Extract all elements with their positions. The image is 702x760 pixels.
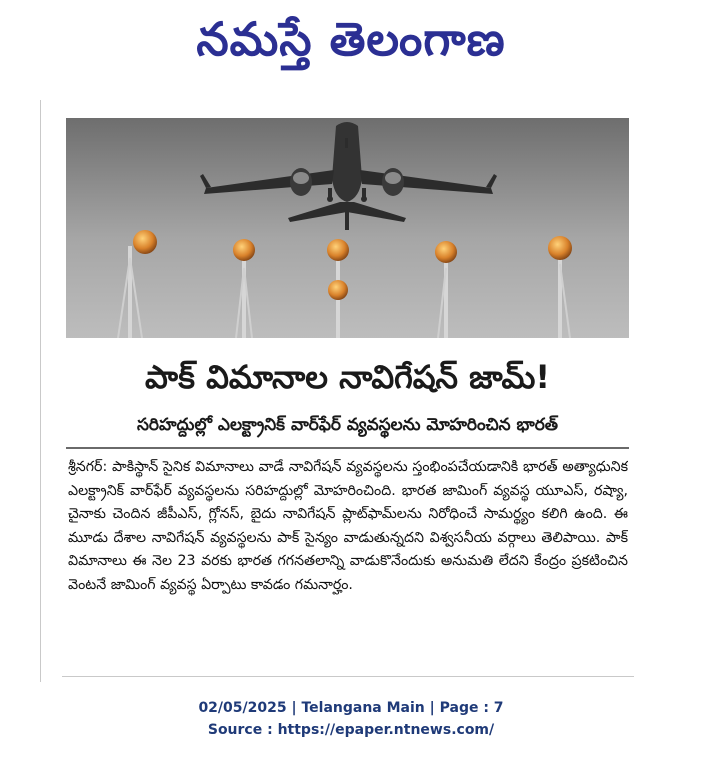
- article-subheadline: సరిహద్దుల్లో ఎలక్ట్రానిక్ వార్‌ఫేర్ వ్యవస్థలను మోహరించిన భారత్: [136, 415, 559, 435]
- article-photo: [66, 118, 629, 338]
- masthead-title: నమస్తే తెలంగాణ: [196, 12, 506, 66]
- article-headline: పాక్ విమానాల నావిగేషన్ జామ్!: [145, 358, 550, 396]
- headline-divider: [66, 447, 629, 449]
- article-body: శ్రీనగర్: పాకిస్థాన్ సైనిక విమానాలు వాడే నావిగేషన్ వ్యవస్థలను స్తంభింపచేయడానికి భారత్ అత్యాధునిక ఎలక్ట్రానిక్ వార్‌ఫేర్ వ్యవస్థలను సరిహద్దుల్లో మోహరించింది. భారత జామింగ్ వ్యవస్థ యూఎస్, రష్యా, చైనాకు చెందిన జీపీఎస్, గ్లోనస్, బైదు నావిగేషన్ ప్లాట్‌ఫామ్‌లను నిరోధించే సామర్థ్యం కలిగి ఉంది. ఈ మూడు దేశాల నావిగేషన్ వ్యవస్థలను పాక్ సైన్యం వాడుతున్నదని విశ్వసనీయ వర్గాలు తెలిపాయి. పాక్ విమానాలు ఈ నెల 23 వరకు భారత గగనతలాన్ని వాడుకొనేందుకు అనుమతి లేదని కేంద్రం ప్రకటించిన వెంటనే జామింగ్ వ్యవస్థ ఏర్పాటు కావడం గమనార్హం.: [68, 459, 628, 593]
- clipping-bottom-border: [62, 676, 634, 677]
- source-link[interactable]: Source : https://epaper.ntnews.com/: [207, 722, 495, 738]
- newspaper-masthead: [0, 8, 702, 70]
- clipping-left-border: [40, 100, 41, 682]
- edition-info: 02/05/2025 | Telangana Main | Page : 7: [198, 700, 504, 716]
